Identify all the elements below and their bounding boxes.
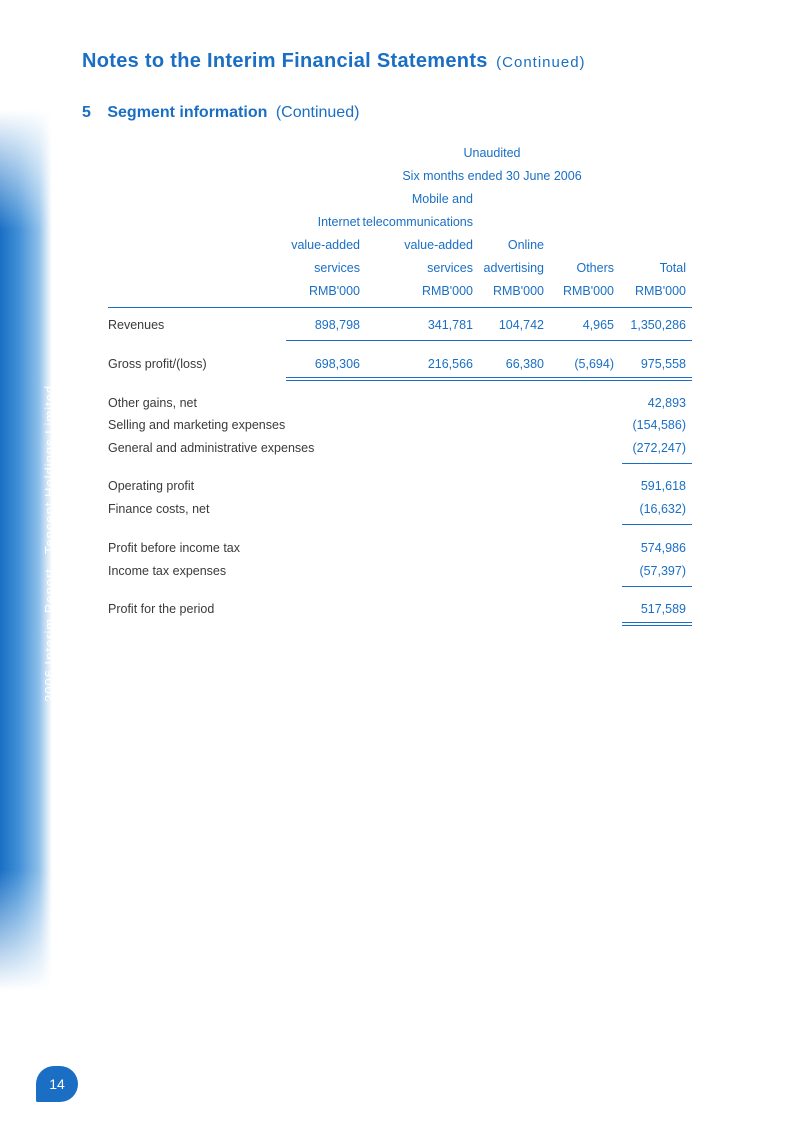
cell-others: (5,694) (574, 357, 614, 371)
cell-total: (154,586) (632, 418, 686, 432)
final-total-rule-top (622, 622, 692, 623)
cell-online: 66,380 (505, 357, 544, 371)
sidebar-fade-top (0, 110, 52, 230)
table-row-revenues (108, 314, 692, 336)
table-row-general-admin (108, 437, 692, 459)
page-title-suffix: (Continued) (496, 54, 586, 71)
col-mobile-line1: Mobile and (411, 192, 473, 206)
col-online-line2: advertising (483, 261, 544, 275)
col-internet-unit: RMB'000 (308, 284, 360, 298)
table-row-gross-profit (108, 353, 692, 375)
col-mobile-unit: RMB'000 (421, 284, 473, 298)
cell-online: 104,742 (498, 318, 544, 332)
cell-total: 591,618 (640, 479, 686, 493)
table-row-income-tax (108, 560, 692, 582)
sidebar-report-name: 2006 Interim Report (42, 568, 57, 702)
col-total-line1: Total (659, 261, 686, 275)
cell-total: (272,247) (632, 441, 686, 455)
col-mobile-line2: telecommunications (362, 215, 473, 229)
row-label: Gross profit/(loss) (108, 357, 207, 371)
col-others-unit: RMB'000 (562, 284, 614, 298)
page-number: 14 (49, 1076, 65, 1092)
table-row-other-gains (108, 392, 692, 414)
table-period-heading: Six months ended 30 June 2006 (402, 169, 582, 183)
col-online-line1: Online (507, 238, 544, 252)
col-others-line1: Others (576, 261, 614, 275)
profit-period-rule (622, 586, 692, 587)
page-title-text: Notes to the Interim Financial Statements (82, 50, 488, 72)
cell-total: 574,986 (640, 541, 686, 555)
col-online-unit: RMB'000 (492, 284, 544, 298)
section-title: Segment information (107, 104, 268, 121)
row-label: Income tax expenses (108, 564, 227, 578)
col-total-unit: RMB'000 (634, 284, 686, 298)
cell-total: (16,632) (639, 502, 686, 516)
row-label: Operating profit (108, 479, 195, 493)
cell-total: 1,350,286 (630, 318, 686, 332)
row-label: Other gains, net (108, 396, 197, 410)
cell-mobile: 341,781 (427, 318, 473, 332)
cell-internet: 898,798 (314, 318, 360, 332)
cell-total: 517,589 (640, 602, 686, 616)
cell-total: 975,558 (640, 357, 686, 371)
header-rule (108, 307, 692, 308)
row-label: Revenues (108, 318, 165, 332)
row-label: Profit for the period (108, 602, 215, 616)
col-mobile-line3: value-added (404, 238, 473, 252)
page-title (82, 50, 586, 73)
row-label: Profit before income tax (108, 541, 241, 555)
cell-others: 4,965 (582, 318, 614, 332)
cell-mobile: 216,566 (427, 357, 473, 371)
col-internet-line2: value-added (291, 238, 360, 252)
operating-profit-rule (622, 463, 692, 464)
section-number: 5 (82, 104, 91, 121)
table-row-operating-profit (108, 475, 692, 497)
col-internet-line3: services (314, 261, 360, 275)
final-total-rule-bottom (622, 625, 692, 626)
table-row-finance-costs (108, 498, 692, 520)
col-mobile-line4: services (427, 261, 473, 275)
sidebar-caption (42, 385, 57, 702)
gross-profit-rule-bottom (286, 380, 692, 381)
cell-total: (57,397) (639, 564, 686, 578)
col-internet-line1: Internet (317, 215, 360, 229)
page-number-badge (36, 1066, 78, 1102)
cell-total: 42,893 (647, 396, 686, 410)
table-status-heading: Unaudited (463, 146, 521, 160)
row-label: General and administrative expenses (108, 441, 315, 455)
subtotal-rule (286, 340, 692, 341)
table-row-profit-before-tax (108, 537, 692, 559)
section-title-suffix: (Continued) (275, 104, 360, 121)
row-label: Selling and marketing expenses (108, 418, 286, 432)
profit-before-tax-rule (622, 524, 692, 525)
table-row-selling-marketing (108, 414, 692, 436)
table-row-profit-period (108, 598, 692, 620)
cell-internet: 698,306 (314, 357, 360, 371)
gross-profit-rule-top (286, 377, 692, 378)
sidebar-fade-bottom (0, 870, 52, 990)
sidebar-company-name: Tencent Holdings Limited (42, 384, 57, 555)
row-label: Finance costs, net (108, 502, 210, 516)
section-heading (82, 104, 359, 122)
